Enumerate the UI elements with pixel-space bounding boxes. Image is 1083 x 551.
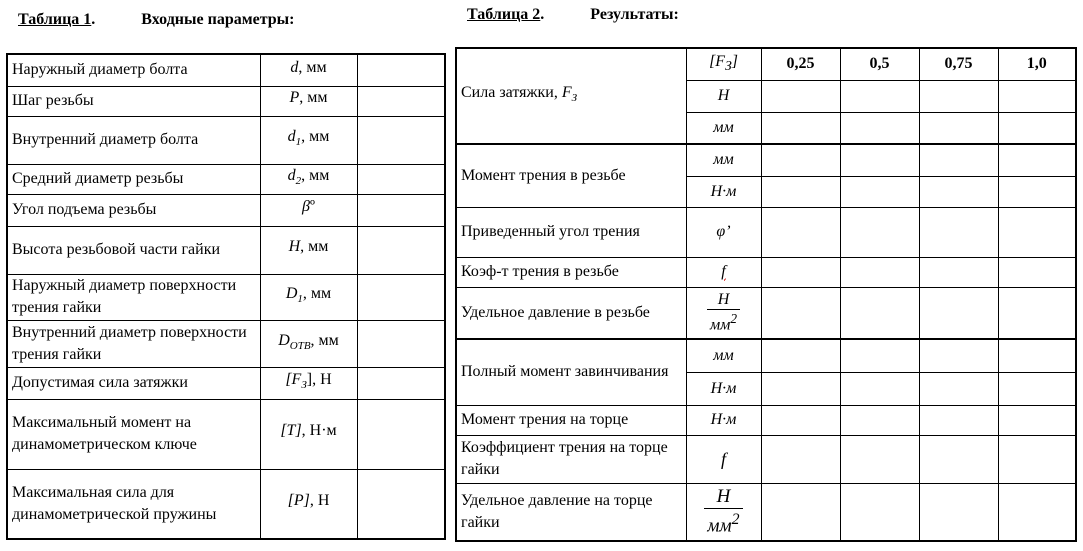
results-row-thread-pressure [456,287,1076,339]
input-parameter-value [357,399,445,469]
results-cell [761,483,840,541]
results-row-full-moment-1 [456,339,1076,372]
results-label-force: Сила затяжки, $F_З$ [456,48,686,144]
results-cell [998,405,1076,435]
results-label-full-moment: Полный момент завинчивания [456,339,686,405]
results-unit: φ’ [686,207,761,257]
results-column-header: 1,0 [998,48,1076,80]
results-cell [919,176,998,207]
results-unit-fraction: $\frac{Н}{мм^2}$ [686,287,761,339]
input-row [7,274,445,320]
input-parameters-table [6,53,446,540]
input-row [7,367,445,399]
input-parameter-label: Угол подъема резьбы [7,194,260,226]
results-cell [761,435,840,483]
input-parameter-label: Наружный диаметр болта [7,54,260,86]
results-cell [919,287,998,339]
results-unit: мм [686,112,761,144]
input-parameter-label: Допустимая сила затяжки [7,367,260,399]
results-row-force-1 [456,48,1076,80]
table2-caption-number: Таблица 2 [467,6,541,23]
input-parameter-unit: [P], Н [260,469,357,539]
results-row-thread-coef [456,257,1076,287]
results-cell [998,435,1076,483]
input-parameter-value [357,194,445,226]
results-cell [919,144,998,176]
results-label-face-pressure: Удельное давление на торце гайки [456,483,686,541]
results-cell [840,405,919,435]
results-label-thread-coef: Коэф-т трения в резьбе [456,257,686,287]
results-unit: Н [686,80,761,112]
results-cell [919,80,998,112]
results-cell [761,207,840,257]
results-cell [998,257,1076,287]
results-cell [919,483,998,541]
input-parameter-unit: H, мм [260,226,357,274]
results-label-reduced-angle: Приведенный угол трения [456,207,686,257]
results-cell [840,257,919,287]
results-cell [919,435,998,483]
results-cell [998,372,1076,405]
input-parameter-unit: [T], Н·м [260,399,357,469]
input-row [7,54,445,86]
results-unit: f [686,435,761,483]
results-cell [919,112,998,144]
results-cell [998,207,1076,257]
results-cell [919,207,998,257]
results-cell [919,257,998,287]
table2-caption-title: Результаты: [590,6,679,23]
input-parameter-label: Внутренний диаметр болта [7,116,260,164]
input-row [7,86,445,116]
input-parameter-value [357,86,445,116]
results-cell [919,405,998,435]
results-unit: f [686,257,761,287]
input-parameter-value [357,469,445,539]
results-cell [761,405,840,435]
results-cell [761,80,840,112]
results-cell [761,287,840,339]
results-cell [840,112,919,144]
results-unit: мм [686,144,761,176]
input-row [7,164,445,194]
results-cell [919,339,998,372]
results-cell [998,287,1076,339]
input-parameter-unit: $D_1$, мм [260,274,357,320]
input-parameter-label: Максимальная сила для динамометрической пружины [7,469,260,539]
results-row-thread-moment-1 [456,144,1076,176]
input-row [7,226,445,274]
results-cell [998,339,1076,372]
results-table [455,47,1077,542]
results-cell [761,257,840,287]
results-row-face-pressure [456,483,1076,541]
input-row [7,320,445,367]
results-cell [761,112,840,144]
results-cell [840,372,919,405]
input-parameter-unit: $[F_З]$, Н [260,367,357,399]
results-cell [761,144,840,176]
results-unit-force-limit: $[F_З]$ [686,48,761,80]
results-label-thread-pressure: Удельное давление в резьбе [456,287,686,339]
results-cell [840,144,919,176]
input-parameter-value [357,54,445,86]
input-row [7,399,445,469]
input-parameter-value [357,320,445,367]
results-column-header: 0,5 [840,48,919,80]
results-column-header: 0,75 [919,48,998,80]
results-cell [998,112,1076,144]
results-unit: Н·м [686,176,761,207]
input-parameter-value [357,116,445,164]
results-cell [840,287,919,339]
input-parameter-value [357,367,445,399]
results-cell [998,144,1076,176]
input-parameter-label: Наружный диаметр поверхности трения гайки [7,274,260,320]
results-row-reduced-angle [456,207,1076,257]
input-row [7,469,445,539]
results-cell [761,176,840,207]
input-parameter-value [357,226,445,274]
input-parameter-value [357,164,445,194]
results-cell [919,372,998,405]
results-cell [840,435,919,483]
results-cell [840,207,919,257]
results-cell [840,176,919,207]
results-cell [840,483,919,541]
results-cell [998,80,1076,112]
input-row [7,116,445,164]
results-cell [761,339,840,372]
input-parameter-unit: d, мм [260,54,357,86]
results-unit-fraction: $\frac{Н}{мм^2}$ [686,483,761,541]
results-label-face-moment: Момент трения на торце [456,405,686,435]
input-parameter-label: Внутренний диаметр поверхности трения гайки [7,320,260,367]
results-row-face-coef [456,435,1076,483]
input-parameter-unit: $d_1$, мм [260,116,357,164]
input-parameter-value [357,274,445,320]
results-unit: Н·м [686,372,761,405]
table1-caption-number: Таблица 1 [18,11,92,28]
results-unit: мм [686,339,761,372]
results-row-face-moment [456,405,1076,435]
table2-caption: Таблица 2. Результаты: [467,6,679,23]
results-label-face-coef: Коэффициент трения на торце гайки [456,435,686,483]
input-parameter-unit: βº [260,194,357,226]
input-parameter-unit: $D_{ОТВ}$, мм [260,320,357,367]
results-label-thread-moment: Момент трения в резьбе [456,144,686,207]
results-cell [840,80,919,112]
input-parameter-label: Максимальный момент на динамометрическом ключе [7,399,260,469]
results-cell [761,372,840,405]
results-cell [998,176,1076,207]
input-row [7,194,445,226]
results-cell [998,483,1076,541]
results-column-header: 0,25 [761,48,840,80]
table1-caption-title: Входные параметры: [141,11,295,28]
input-parameter-label: Средний диаметр резьбы [7,164,260,194]
input-parameter-unit: P, мм [260,86,357,116]
table1-caption: Таблица 1. Входные параметры: [18,11,295,28]
input-parameter-label: Шаг резьбы [7,86,260,116]
input-parameter-label: Высота резьбовой части гайки [7,226,260,274]
input-parameter-unit: $d_2$, мм [260,164,357,194]
results-cell [840,339,919,372]
results-unit: Н·м [686,405,761,435]
